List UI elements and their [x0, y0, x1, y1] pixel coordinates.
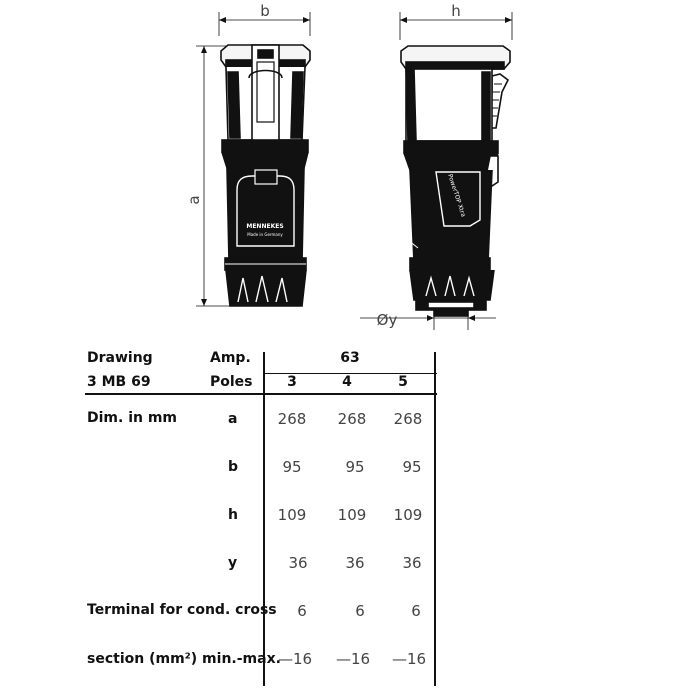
poles-col-3: 3 [287, 374, 297, 390]
dim-label: Dim. in mm [87, 410, 178, 426]
cell-y-5: 36 [402, 554, 422, 572]
terminal-1-5: 6 [411, 602, 421, 620]
poles-col-5: 5 [398, 374, 408, 390]
terminal-2-3: —16 [277, 650, 313, 668]
cell-a-4: 268 [337, 410, 367, 428]
terminal-2-4: —16 [335, 650, 371, 668]
cell-y-3: 36 [288, 554, 308, 572]
drawing-code: 3 MB 69 [87, 374, 151, 390]
cell-b-5: 95 [402, 458, 422, 476]
brand-logo: MENNEKES [246, 223, 284, 230]
dim-a-label: a [185, 195, 203, 205]
row-key-a: a [228, 411, 238, 427]
cell-h-5: 109 [393, 506, 423, 524]
poles-col-4: 4 [342, 374, 352, 390]
column-rule-left [263, 352, 265, 686]
terminal-1-3: 6 [297, 602, 307, 620]
row-key-h: h [228, 507, 238, 523]
front-view [196, 12, 310, 306]
cell-a-5: 268 [393, 410, 423, 428]
amp-value: 63 [340, 350, 360, 366]
column-rule-right [434, 352, 436, 686]
connector-technical-drawing [0, 0, 700, 340]
terminal-label-1: Terminal for cond. cross [87, 602, 277, 618]
amp-label: Amp. [210, 350, 251, 366]
side-view [360, 12, 512, 330]
cell-a-3: 268 [277, 410, 307, 428]
cell-h-4: 109 [337, 506, 367, 524]
row-key-b: b [228, 459, 239, 475]
dim-y-label: Øy [376, 311, 398, 329]
dim-b-label: b [260, 2, 270, 20]
terminal-label-2: section (mm²) min.-max. [87, 651, 281, 667]
terminal-1-4: 6 [355, 602, 365, 620]
cell-b-3: 95 [282, 458, 302, 476]
row-key-y: y [228, 555, 238, 571]
cell-b-4: 95 [345, 458, 365, 476]
brand-sub: Made in Germany [247, 232, 283, 237]
poles-label: Poles [210, 374, 253, 390]
product-mark: PowerTOP Xtra [446, 173, 467, 218]
dim-h-label: h [451, 2, 461, 20]
terminal-2-5: —16 [391, 650, 427, 668]
header-rule [85, 393, 437, 395]
drawing-label: Drawing [87, 350, 153, 366]
cell-y-4: 36 [345, 554, 365, 572]
cell-h-3: 109 [277, 506, 307, 524]
